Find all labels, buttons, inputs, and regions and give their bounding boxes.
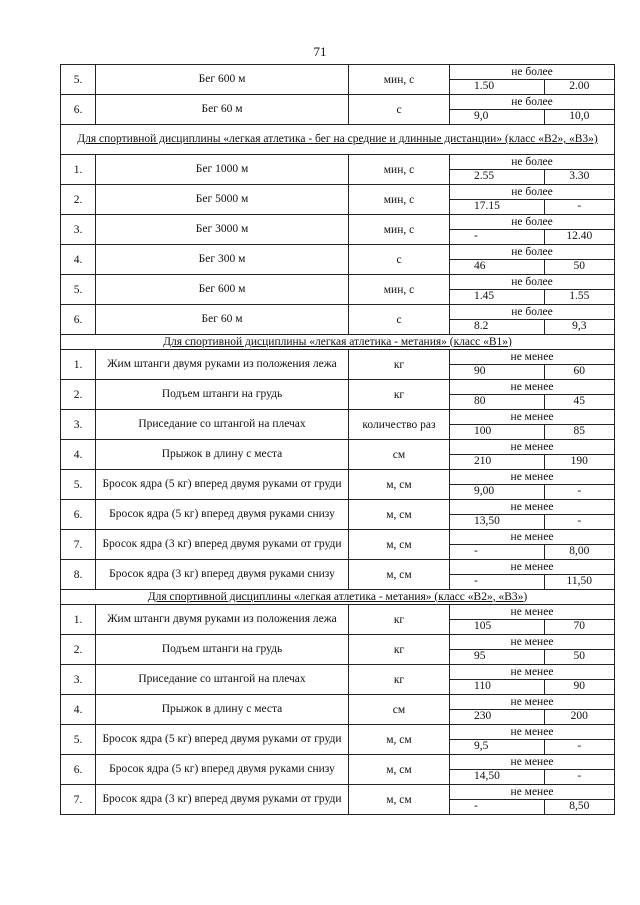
row-number: 5.: [61, 725, 96, 755]
norm-cell: [450, 530, 615, 560]
norm-label: не менее: [510, 531, 554, 543]
norm-cell: [450, 65, 615, 95]
row-number: 2.: [61, 380, 96, 410]
row-number: 4.: [61, 440, 96, 470]
norm-value-1: 9,0: [450, 110, 545, 124]
row-number: 1.: [61, 605, 96, 635]
test-name: Прыжок в длину с места: [96, 695, 349, 725]
test-name: Бросок ядра (3 кг) вперед двумя руками от груди: [96, 785, 349, 815]
norm-value-1: 210: [450, 455, 545, 469]
table-row: [61, 605, 615, 635]
unit: см: [349, 695, 450, 725]
unit: мин, с: [349, 155, 450, 185]
norm-label: не более: [511, 66, 553, 78]
unit: мин, с: [349, 215, 450, 245]
norm-cell: [450, 695, 615, 725]
table-row: [61, 350, 615, 380]
norm-label: не менее: [510, 561, 554, 573]
unit: с: [349, 95, 450, 125]
norm-value-2: 2.00: [569, 80, 590, 92]
norm-value-2: 1.55: [569, 290, 590, 302]
norm-label: не менее: [510, 381, 554, 393]
norm-label: не менее: [510, 636, 554, 648]
norm-label: не менее: [510, 696, 554, 708]
norm-value-1: -: [450, 800, 545, 814]
unit: м, см: [349, 470, 450, 500]
standards-table: [60, 64, 615, 815]
norm-label: не менее: [510, 351, 554, 363]
norm-cell: [450, 350, 615, 380]
norm-cell: [450, 215, 615, 245]
norm-label: не более: [511, 306, 553, 318]
table-row: [61, 755, 615, 785]
section-title-cell: [61, 125, 615, 155]
unit: м, см: [349, 755, 450, 785]
row-number: 6.: [61, 500, 96, 530]
norm-value-1: 230: [450, 710, 545, 724]
test-name: Бросок ядра (3 кг) вперед двумя руками от груди: [96, 530, 349, 560]
section-title: Для спортивной дисциплины «легкая атлетика - метания» (класс «В1»): [163, 335, 512, 348]
row-number: 6.: [61, 755, 96, 785]
table-row: [61, 245, 615, 275]
norm-value-1: -: [450, 230, 545, 244]
test-name: Бег 5000 м: [96, 185, 349, 215]
row-number: 5.: [61, 470, 96, 500]
table-row: [61, 305, 615, 335]
norm-value-2: 11,50: [566, 575, 592, 587]
table-row: [61, 380, 615, 410]
norm-cell: [450, 155, 615, 185]
norm-value-2: 200: [570, 710, 588, 722]
norm-value-1: 80: [450, 395, 545, 409]
norm-value-1: 14,50: [450, 770, 545, 784]
unit: м, см: [349, 530, 450, 560]
norm-label: не более: [511, 246, 553, 258]
norm-value-2: 190: [570, 455, 588, 467]
norm-value-1: 2.55: [450, 170, 545, 184]
test-name: Бросок ядра (5 кг) вперед двумя руками снизу: [96, 755, 349, 785]
test-name: Бросок ядра (5 кг) вперед двумя руками от груди: [96, 470, 349, 500]
table-row: [61, 725, 615, 755]
table-row: [61, 560, 615, 590]
test-name: Бег 60 м: [96, 305, 349, 335]
norm-value-2: 60: [573, 365, 585, 377]
section-header: [61, 125, 615, 155]
row-number: 4.: [61, 695, 96, 725]
unit: кг: [349, 665, 450, 695]
norm-label: не менее: [510, 471, 554, 483]
test-name: Бросок ядра (5 кг) вперед двумя руками снизу: [96, 500, 349, 530]
row-number: 6.: [61, 95, 96, 125]
row-number: 7.: [61, 785, 96, 815]
norm-value-1: 17.15: [450, 200, 545, 214]
norm-value-2: -: [577, 200, 582, 212]
norm-value-1: -: [450, 545, 545, 559]
page-number: 71: [313, 44, 327, 59]
norm-cell: [450, 185, 615, 215]
norm-label: не более: [511, 96, 553, 108]
row-number: 1.: [61, 155, 96, 185]
norm-value-2: -: [577, 515, 582, 527]
norm-value-1: -: [450, 575, 545, 589]
norm-value-2: -: [577, 485, 582, 497]
norm-value-1: 9,00: [450, 485, 545, 499]
table-row: [61, 785, 615, 815]
norm-value-1: 90: [450, 365, 545, 379]
row-number: 3.: [61, 665, 96, 695]
norm-cell: [450, 725, 615, 755]
norm-label: не более: [511, 156, 553, 168]
test-name: Прыжок в длину с места: [96, 440, 349, 470]
norm-label: не менее: [510, 501, 554, 513]
row-number: 2.: [61, 635, 96, 665]
norm-label: не менее: [510, 756, 554, 768]
norm-value-2: -: [577, 770, 582, 782]
row-number: 6.: [61, 305, 96, 335]
norm-cell: [450, 95, 615, 125]
test-name: Бег 600 м: [96, 65, 349, 95]
norm-value-2: 10,0: [569, 110, 590, 122]
row-number: 7.: [61, 530, 96, 560]
table-row: [61, 530, 615, 560]
unit: кг: [349, 350, 450, 380]
test-name: Бег 3000 м: [96, 215, 349, 245]
norm-value-2: 90: [573, 680, 585, 692]
test-name: Бросок ядра (5 кг) вперед двумя руками от груди: [96, 725, 349, 755]
norm-value-2: 70: [573, 620, 585, 632]
test-name: Жим штанги двумя руками из положения лежа: [96, 350, 349, 380]
norm-value-2: 50: [573, 260, 585, 272]
norm-cell: [450, 635, 615, 665]
norm-value-2: 12.40: [566, 230, 593, 242]
norm-value-1: 95: [450, 650, 545, 664]
row-number: 3.: [61, 215, 96, 245]
norm-cell: [450, 665, 615, 695]
norm-value-2: 85: [573, 425, 585, 437]
row-number: 1.: [61, 350, 96, 380]
unit: см: [349, 440, 450, 470]
norm-cell: [450, 380, 615, 410]
norm-label: не менее: [510, 441, 554, 453]
norm-value-1: 13,50: [450, 515, 545, 529]
norm-cell: [450, 305, 615, 335]
unit: мин, с: [349, 185, 450, 215]
norm-label: не менее: [510, 606, 554, 618]
norm-label: не менее: [510, 411, 554, 423]
norm-value-2: 9,3: [572, 320, 587, 332]
norm-value-1: 1.50: [450, 80, 545, 94]
norm-value-1: 8.2: [450, 320, 545, 334]
unit: мин, с: [349, 275, 450, 305]
table-row: [61, 215, 615, 245]
norm-value-1: 100: [450, 425, 545, 439]
norm-label: не менее: [510, 666, 554, 678]
norm-cell: [450, 440, 615, 470]
section-title-cell: [61, 335, 615, 350]
norm-value-2: 3.30: [569, 170, 590, 182]
test-name: Жим штанги двумя руками из положения лежа: [96, 605, 349, 635]
row-number: 5.: [61, 275, 96, 305]
table-row: [61, 635, 615, 665]
table-row: [61, 410, 615, 440]
norm-cell: [450, 500, 615, 530]
table-row: [61, 500, 615, 530]
norm-label: не более: [511, 186, 553, 198]
unit: с: [349, 245, 450, 275]
norm-cell: [450, 245, 615, 275]
norm-cell: [450, 785, 615, 815]
table-row: [61, 470, 615, 500]
table-row: [61, 155, 615, 185]
unit: м, см: [349, 500, 450, 530]
unit: с: [349, 305, 450, 335]
norm-cell: [450, 755, 615, 785]
table-row: [61, 695, 615, 725]
test-name: Подъем штанги на грудь: [96, 380, 349, 410]
test-name: Приседание со штангой на плечах: [96, 665, 349, 695]
section-title: Для спортивной дисциплины «легкая атлетика - бег на средние и длинные дистанции» (класс «В2», «В3»): [77, 133, 598, 145]
test-name: Бросок ядра (3 кг) вперед двумя руками снизу: [96, 560, 349, 590]
norm-value-2: 50: [573, 650, 585, 662]
row-number: 4.: [61, 245, 96, 275]
norm-value-2: 8,00: [569, 545, 590, 557]
norm-value-2: 45: [573, 395, 585, 407]
norm-value-1: 9,5: [450, 740, 545, 754]
test-name: Бег 300 м: [96, 245, 349, 275]
unit: м, см: [349, 560, 450, 590]
unit: кг: [349, 605, 450, 635]
section-header: [61, 335, 615, 350]
test-name: Бег 1000 м: [96, 155, 349, 185]
row-number: 5.: [61, 65, 96, 95]
section-header: [61, 590, 615, 605]
row-number: 3.: [61, 410, 96, 440]
test-name: Подъем штанги на грудь: [96, 635, 349, 665]
norm-value-1: 1.45: [450, 290, 545, 304]
norm-label: не менее: [510, 786, 554, 798]
norm-cell: [450, 605, 615, 635]
unit: кг: [349, 635, 450, 665]
norm-label: не менее: [510, 726, 554, 738]
table-row: [61, 440, 615, 470]
table-row: [61, 665, 615, 695]
test-name: Приседание со штангой на плечах: [96, 410, 349, 440]
norm-value-1: 110: [450, 680, 545, 694]
unit: кг: [349, 380, 450, 410]
unit: мин, с: [349, 65, 450, 95]
norm-label: не более: [511, 216, 553, 228]
norm-label: не более: [511, 276, 553, 288]
table-row: [61, 95, 615, 125]
section-title: Для спортивной дисциплины «легкая атлетика - метания» (класс «В2», «В3»): [147, 590, 528, 603]
unit: количество раз: [349, 410, 450, 440]
row-number: 2.: [61, 185, 96, 215]
table-row: [61, 65, 615, 95]
norm-value-2: -: [577, 740, 582, 752]
section-title-cell: [61, 590, 615, 605]
table-row: [61, 275, 615, 305]
norm-cell: [450, 470, 615, 500]
norm-value-2: 8,50: [569, 800, 590, 812]
unit: м, см: [349, 725, 450, 755]
test-name: Бег 600 м: [96, 275, 349, 305]
unit: м, см: [349, 785, 450, 815]
row-number: 8.: [61, 560, 96, 590]
norm-cell: [450, 560, 615, 590]
norm-cell: [450, 410, 615, 440]
table-row: [61, 185, 615, 215]
norm-value-1: 105: [450, 620, 545, 634]
norm-cell: [450, 275, 615, 305]
norm-value-1: 46: [450, 260, 545, 274]
test-name: Бег 60 м: [96, 95, 349, 125]
